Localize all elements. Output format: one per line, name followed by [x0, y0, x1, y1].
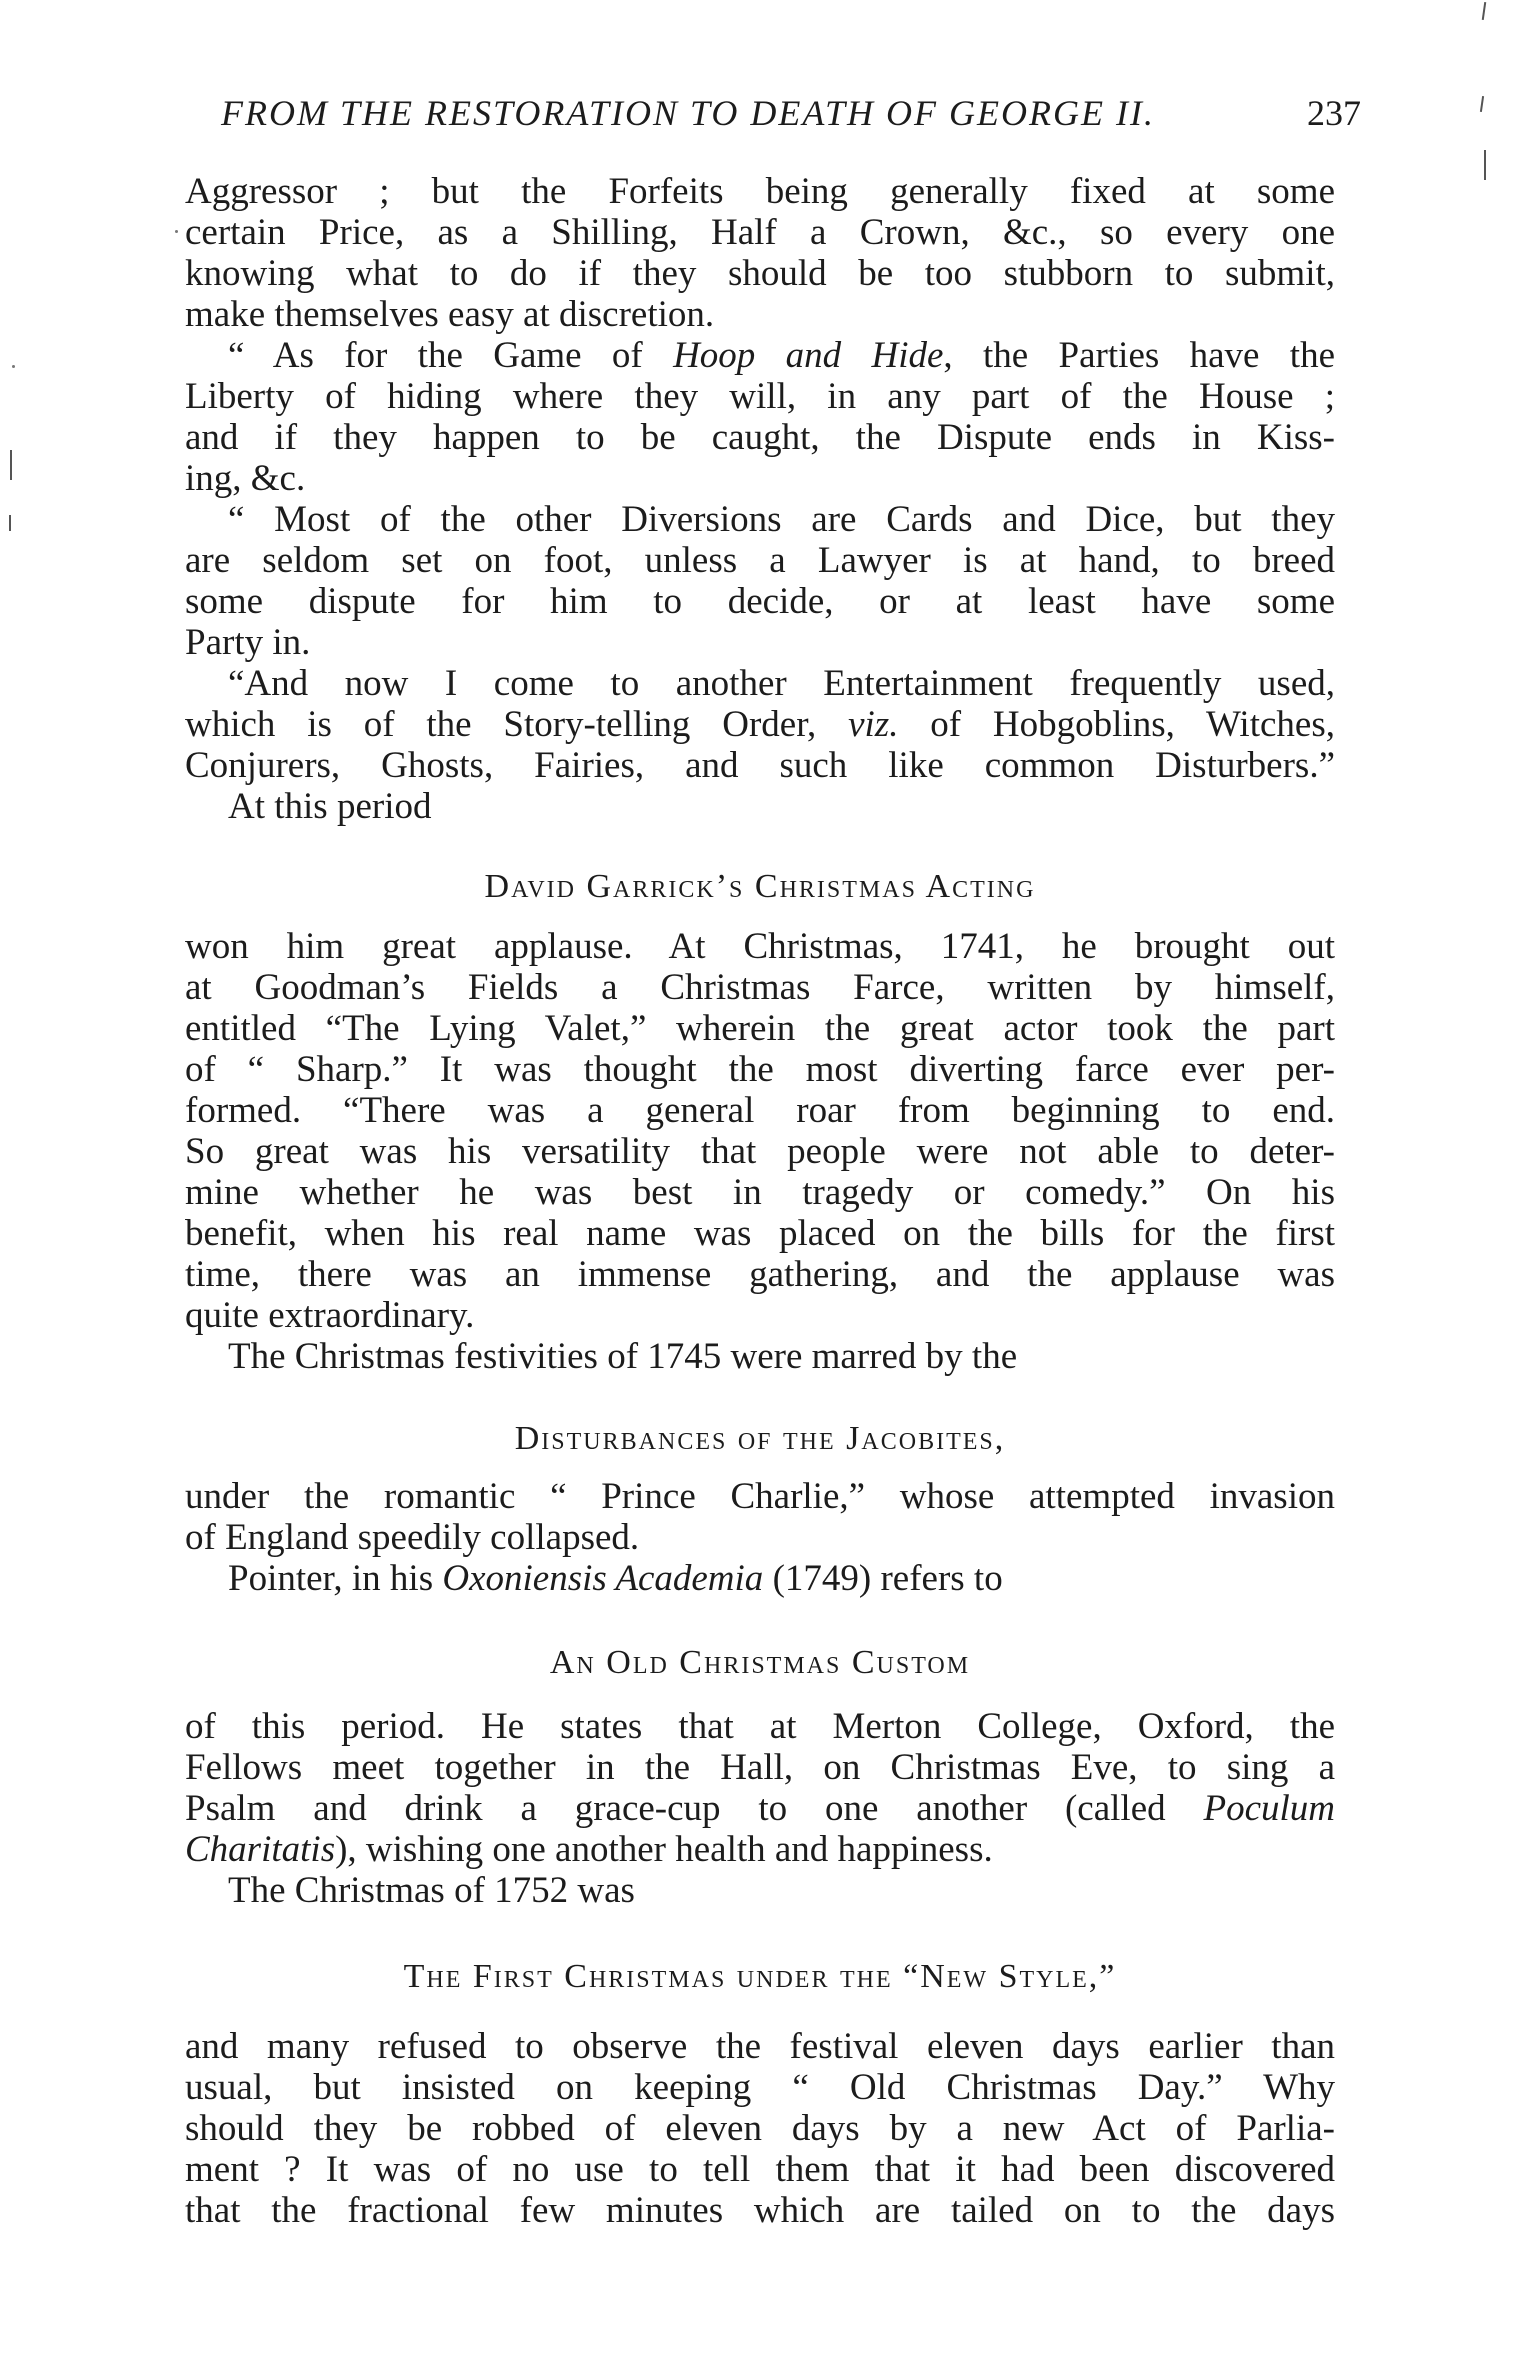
running-head: [221, 92, 1361, 140]
text-line: won him great applause. At Christmas, 1741, he brought out: [185, 926, 1335, 967]
text-line: time, there was an immense gathering, and the applause was: [185, 1254, 1335, 1295]
section-heading: The First Christmas under the “New Style,”: [403, 1958, 1117, 1995]
text-line: Conjurers, Ghosts, Fairies, and such like common Disturbers.”: [185, 745, 1335, 786]
text-line: Party in.: [185, 622, 311, 663]
text-run: Pointer, in his: [228, 1558, 443, 1599]
text-line: [228, 334, 1335, 378]
text-line: mine whether he was best in tragedy or comedy.” On his: [185, 1172, 1335, 1213]
text-line: that the fractional few minutes which are tailed on to the days: [185, 2190, 1335, 2231]
scan-mark: [10, 450, 12, 480]
text-line: quite extraordinary.: [185, 1295, 475, 1336]
section-heading: Disturbances of the Jacobites,: [514, 1420, 1006, 1457]
italic-latin: Poculum: [1203, 1788, 1335, 1829]
text-line: “And now I come to another Entertainment frequently used,: [228, 663, 1335, 704]
book-page: [185, 0, 1361, 2369]
text-run: of Hobgoblins, Witches,: [898, 704, 1335, 745]
text-run: “ As for the Game of: [228, 335, 674, 376]
text-line: benefit, when his real name was placed on the bills for the first: [185, 1213, 1335, 1254]
italic-latin: Charitatis: [185, 1829, 336, 1870]
text-run: , the Parties have the: [943, 335, 1335, 376]
text-line: Liberty of hiding where they will, in any part of the House ;: [185, 376, 1335, 417]
text-line: [228, 1557, 1335, 1601]
text-line: under the romantic “ Prince Charlie,” whose attempted invasion: [185, 1476, 1335, 1517]
text-line: of this period. He states that at Merton College, Oxford, the: [185, 1706, 1335, 1747]
text-run: (1749) refers to: [763, 1558, 1003, 1599]
text-line: at Goodman’s Fields a Christmas Farce, written by himself,: [185, 967, 1335, 1008]
text-line: So great was his versatility that people were not able to deter-: [185, 1131, 1335, 1172]
text-line: formed. “There was a general roar from beginning to end.: [185, 1090, 1335, 1131]
text-line: make themselves easy at discretion.: [185, 294, 715, 335]
scan-mark: [175, 230, 178, 233]
text-line: of “ Sharp.” It was thought the most diverting farce ever per-: [185, 1049, 1335, 1090]
text-line: The Christmas of 1752 was: [228, 1870, 635, 1911]
running-head-title: FROM THE RESTORATION TO DEATH OF GEORGE II.: [221, 93, 1155, 133]
text-line: [185, 1828, 1335, 1872]
text-line: Aggressor ; but the Forfeits being generally fixed at some: [185, 171, 1335, 212]
text-line: and if they happen to be caught, the Dispute ends in Kiss-: [185, 417, 1335, 458]
text-line: of England speedily collapsed.: [185, 1517, 640, 1558]
text-run: Psalm and drink a grace-cup to one another (called: [185, 1788, 1204, 1829]
scan-mark: [1484, 150, 1486, 180]
text-line: Fellows meet together in the Hall, on Christmas Eve, to sing a: [185, 1747, 1335, 1788]
italic-abbrev: viz.: [848, 704, 899, 745]
text-run: ), wishing one another health and happiness.: [335, 1829, 993, 1870]
text-line: usual, but insisted on keeping “ Old Christmas Day.” Why: [185, 2067, 1335, 2108]
scan-mark: [9, 515, 11, 531]
scan-mark: [12, 365, 15, 368]
text-line: some dispute for him to decide, or at least have some: [185, 581, 1335, 622]
text-line: The Christmas festivities of 1745 were marred by the: [228, 1336, 1018, 1377]
text-line: [185, 703, 1335, 747]
text-line: should they be robbed of eleven days by a new Act of Parlia-: [185, 2108, 1335, 2149]
section-heading: An Old Christmas Custom: [549, 1644, 971, 1681]
text-line: certain Price, as a Shilling, Half a Crown, &c., so every one: [185, 212, 1335, 253]
text-line: knowing what to do if they should be too stubborn to submit,: [185, 253, 1335, 294]
text-line: entitled “The Lying Valet,” wherein the great actor took the part: [185, 1008, 1335, 1049]
italic-title: Hoop and Hide: [673, 335, 944, 376]
scan-mark: [1482, 2, 1486, 20]
text-line: [185, 1787, 1335, 1831]
scan-mark: [1480, 96, 1484, 112]
page-number: 237: [1307, 93, 1361, 133]
text-line: ing, &c.: [185, 458, 306, 499]
text-line: “ Most of the other Diversions are Cards and Dice, but they: [228, 499, 1335, 540]
text-line: are seldom set on foot, unless a Lawyer is at hand, to breed: [185, 540, 1335, 581]
section-heading: David Garrick’s Christmas Acting: [484, 868, 1036, 905]
italic-title: Oxoniensis Academia: [442, 1558, 764, 1599]
text-line: ment ? It was of no use to tell them that it had been discovered: [185, 2149, 1335, 2190]
text-line: and many refused to observe the festival eleven days earlier than: [185, 2026, 1335, 2067]
text-run: which is of the Story-telling Order,: [185, 704, 849, 745]
text-line: At this period: [228, 786, 432, 827]
